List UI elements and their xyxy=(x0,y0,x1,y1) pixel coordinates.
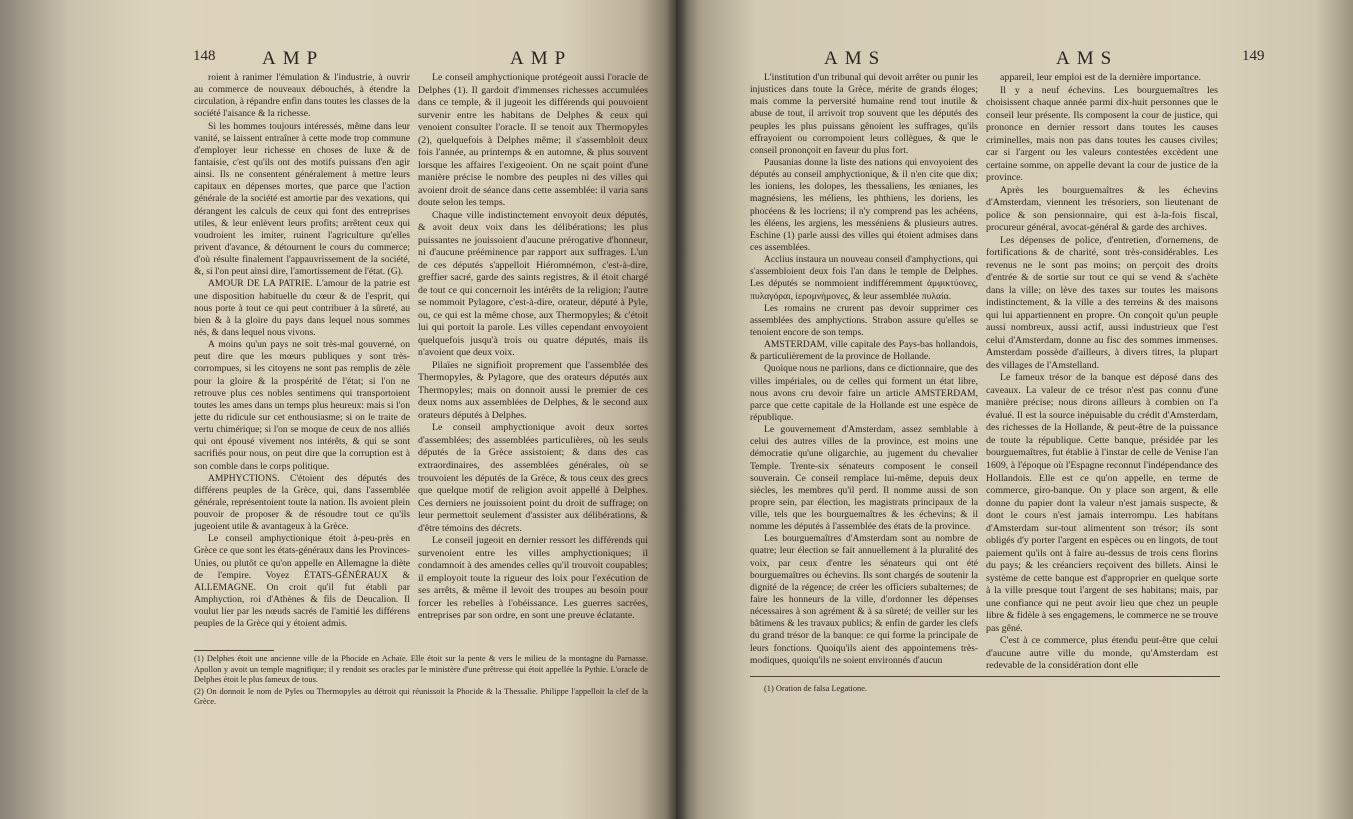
footnote: (1) Delphes étoit une ancienne ville de la Phocide en Achaïe. Elle étoit sur la pente & vers le milieu de la montagne du Parnasse. Apollon y avoit un temple magnifique; il y rendoit ses oracles par le ministère d'une prêtresse qui étoit appellée la Pythie. L'oracle de Delphes étoit le plus fameux de tous. xyxy=(194,654,648,685)
running-head: AMP xyxy=(262,48,325,69)
paragraph: Le fameux trésor de la banque est déposé dans des caveaux. La valeur de ce trésor n'est pas connu d'une manière précise; nous dirons ailleurs à combien on l'a évalué. Il est la source inépuisable du crédit d'Amsterdam, des richesses de la Hollande, & peut-être de la puissance de toute la république. Cette banque, présidée par les bourguemaîtres, fut établie à l'instar de celle de Venise l'an 1609, à l'époque où l'Espagne reconnut l'indépendance des Hollandois. Elle est ce qu'on appelle, en terme de commerce, giro-banque. On y place son argent, & elle donne du papier dont la valeur n'est jamais suspecte, & dont le cours n'est jamais interrompu. Les habitans d'Amsterdam sur-tout alimentent son trésor; ils sont obligés d'y porter l'argent en espèces ou en lingots, de tout paiement qu'ils ont à faire au-dessus de trois cens florins du pays; & les créanciers reçoivent des billets. Ainsi le système de cette banque est d'approprier en quelque sorte à la ville presque tout l'argent de ses habitans; mais, par une confiance qui ne peut avoir lieu que chez un peuple libre & fidèle à ses engagemens, le commerce ne se trouve pas gêné. xyxy=(986,372,1218,634)
running-head: AMP xyxy=(510,48,573,69)
paragraph: C'est à ce commerce, plus étendu peut-être que celui d'aucune autre ville du monde, qu'Amsterdam est redevable de la considération dont elle xyxy=(986,635,1218,672)
paragraph: A moins qu'un pays ne soit très-mal gouverné, on peut dire que les mœurs publiques y sont très-corrompues, si les citoyens ne sont pas remplis de zèle pour la gloire & la prospérité de l'état; si l'on ne retrouve plus ces nobles sentimens qui transportoient toutes les ames dans un temps plus heureux: mais si l'on jette du ridicule sur cet enthousiasme; si on le traite de vertu chimérique; si l'on se moque de ceux de nos alliés qui ont épousé vivement nos intérêts, & qui se sont sacrifiés pour nous, on peut dire que la corruption est à son comble dans le corps politique. xyxy=(194,339,410,472)
paragraph: Le conseil amphyctionique avoit deux sortes d'assemblées; des assemblées particulières, où les seuls députés de la Grèce assistoient; & dans des cas extraordinaires, des assemblées générales, où se trouvoient les députés de la Grèce, & tous ceux des grecs que quelque motif de religion avoit appellé à Delphes. Ces derniers ne jouissoient point du droit de suffrage; on leur permettoit seulement d'assister aux délibérations, & d'être témoins des décrets. xyxy=(418,422,648,534)
paragraph: Pilaïes ne signifioit proprement que l'assemblée des Thermopyles, & Pylagore, que des orateurs députés aux Thermopyles; mais on donnoit aussi le premier de ces deux noms aux assemblées de Delphes, & le second aux orateurs députés à Delphes. xyxy=(418,359,648,421)
page-number: 149 xyxy=(1242,48,1265,64)
paragraph: Si les hommes toujours intéressés, même dans leur vanité, se laissent entraîner à cette mode trop commune d'employer leur richesse en choses de luxe & de fantaisie, c'est qu'ils ont des motifs puissans d'en agir ainsi. Ils ne consentent généralement à mettre leurs capitaux en dépenses mortes, que parce que l'action générale de la société est amortie par des vexations, qui dérangent les calculs de ceux qui font des entreprises utiles, & leur enlèvent leurs profits; arrêtent ceux qui voudroient les imiter, ruinent l'agriculture qu'elles privent d'avance, & détournent le cours du commerce; d'où résulte finalement l'appauvrissement de la société, &, si l'on peut ainsi dire, l'amortissement de l'état. (G). xyxy=(194,120,410,278)
footnote-rule xyxy=(750,676,1220,677)
paragraph: AMOUR DE LA PATRIE. L'amour de la patrie est une disposition habituelle du cœur & de l'esprit, qui nous porte à tout ce qui peut contribuer à la sûreté, au bien & à la gloire du pays dans lequel nous sommes nés, & dans lequel nous vivons. xyxy=(194,278,410,338)
paragraph: Les bourguemaîtres d'Amsterdam sont au nombre de quatre; leur élection se fait annuellement à la pluralité des voix, par ceux d'entre les sénateurs qui ont été bourguemaîtres ou échevins. Ils sont chargés de soutenir la dignité de la régence; de créer les officiers subalternes; de faire les honneurs de la ville, d'ordonner les dépenses nécessaires à son agrément & à sa sûreté; de veiller sur les bâtimens & les travaux publics; & enfin de garder les clefs du grand trésor de la banque: ce qui forme la principale de leurs fonctions. Quoiqu'ils aient des appointemens très-modiques, quoiqu'ils ne soient environnés d'aucun xyxy=(750,533,978,666)
page-number: 148 xyxy=(193,48,216,64)
footnote-rule xyxy=(194,650,274,651)
paragraph: AMSTERDAM, ville capitale des Pays-bas hollandois, & particulièrement de la province de Hollande. xyxy=(750,339,978,363)
paragraph: Le gouvernement d'Amsterdam, assez semblable à celui des autres villes de la province, est moins une démocratie qu'une oligarchie, au jugement du chevalier Temple. Trente-six sénateurs composent le conseil souverain. Ce conseil remplace lui-même, depuis deux siècles, les membres qu'il perd. Il nomme aussi de son propre sein, par élection, les magistrats principaux de la ville, tels que les bourguemaîtres & les échevins; & il nomme les députés à l'assemblée des états de la province. xyxy=(750,424,978,533)
paragraph: Les dépenses de police, d'entretien, d'ornemens, de fortifications & de charité, sont très-considérables. Les revenus ne le sont pas moins; on perçoit des droits d'entrée & de sortie sur tout ce qui se vend & s'achète dans la ville; on lève des taxes sur toutes les maisons indistinctement, & la ville a des terreins & des maisons qui lui appartiennent en propre. On conçoit qu'un peuple aussi nombreux, aussi actif, aussi industrieux que l'est celui d'Amsterdam, donne au fisc des sommes immenses. Amsterdam possède d'ailleurs, à divers titres, la plupart des villages de l'Amstelland. xyxy=(986,234,1218,371)
paragraph: Acclius instaura un nouveau conseil d'amphyctions, qui s'assembloient deux fois l'an dans le temple de Delphes. Les députés se nommoient indifféremment ἀμφικτύονες, πυλαγόραι, ἱερομνήμονες, & leur assemblée πυλαία. xyxy=(750,254,978,302)
text-column-2 xyxy=(986,72,1218,672)
paragraph: Les romains ne crurent pas devoir supprimer ces assemblées des amphyctions. Strabon assure qu'elles se tenoient encore de son temps. xyxy=(750,302,978,338)
paragraph: Après les bourguemaîtres & les échevins d'Amsterdam, viennent les trésoriers, son lieutenant de police & son pensionnaire, qui est à-la-fois fiscal, procureur général, avocat-général & garde des archives. xyxy=(986,184,1218,234)
right-page xyxy=(676,0,1353,819)
left-page xyxy=(0,0,676,819)
footnote: (1) Oration de falsa Legatione. xyxy=(764,684,868,693)
paragraph: Le conseil amphyctionique étoit à-peu-près en Grèce ce que sont les états-généraux dans les Provinces-Unies, ou plutôt ce qu'on appelle en Allemagne la diète de l'empire. Voyez ÉTATS-GÉNÉRAUX & ALLEMAGNE. On croit qu'il fut établi par Amphyction, roi d'Athènes & fils de Deucalion. Il voulut lier par les nœuds sacrés de l'amitié les différens peuples de la Grèce qui y étoient admis. xyxy=(194,533,410,630)
paragraph: AMPHYCTIONS. C'étoient des députés des différens peuples de la Grèce, qui, dans l'assemblée générale, représentoient toute la nation. Ils avoient plein pouvoir de proposer & de résoudre tout ce qu'ils jugeoient utile & avantageux à la Grèce. xyxy=(194,472,410,533)
paragraph: Le conseil jugeoit en dernier ressort les différends qui survenoient entre les villes amphyctioniques; il condamnoit à des amendes celles qu'il trouvoit coupables; il employoit toute la rigueur des loix pour l'exécution de ses arrêts, & même il levoit des troupes au besoin pour forcer les rebelles à l'obéissance. Les guerres sacrées, entreprises par son ordre, en sont une preuve éclatante. xyxy=(418,535,648,622)
text-column-2 xyxy=(418,72,648,638)
paragraph: roient à ranimer l'émulation & l'industrie, à ouvrir au commerce de nouveaux débouchés, à étendre la circulation, à répandre enfin dans toutes les classes de la société l'aisance & la richesse. xyxy=(194,72,410,120)
running-head: AMS xyxy=(1056,48,1119,69)
paragraph: L'institution d'un tribunal qui devoit arrêter ou punir les injustices dans toute la Grèce, mérite de grands éloges; mais comme la perversité humaine rend tout inutile & abuse de tout, il arrivoit trop souvent que les députés des peuples les plus puissans gênoient les suffrages, qu'ils effrayoient ou corrompoient leurs collègues, & que le conseil prononçoit en faveur du plus fort. xyxy=(750,72,978,156)
footnote: (2) On donnoit le nom de Pyles ou Thermopyles au détroit qui réunissoit la Phocide & la Thessalie. Philippe l'appelloit la clef de la Grèce. xyxy=(194,686,648,707)
text-column-1 xyxy=(194,72,410,638)
paragraph: Il y a neuf échevins. Les bourguemaîtres les choisissent chaque année parmi dix-huit personnes que le conseil leur présente. Ils composent la cour de justice, qui prononce en dernier ressort dans toutes les causes criminelles, mais non pas dans toutes les causes civiles; car si l'argent ou les valeurs contestées excèdent une certaine somme, on appelle devant la cour de justice de la province. xyxy=(986,84,1218,184)
text-column-1 xyxy=(750,72,978,672)
paragraph: appareil, leur emploi est de la dernière importance. xyxy=(1000,72,1201,83)
book-gutter xyxy=(666,0,688,819)
paragraph: Pausanias donne la liste des nations qui envoyoient des députés au conseil amphyctionique, & il n'en cite que dix; les ioniens, les dolopes, les thessaliens, les œnianes, les magnésiens, les méliens, les phthiens, les doriens, les phocéens & les locriens; il n'y comprend pas les achéens, les éléens, les argiens, les messéniens & plusieurs autres. Eschine (1) parle aussi des villes qui étoient admises dans ces assemblées. xyxy=(750,156,978,253)
running-head: AMS xyxy=(824,48,887,69)
paragraph: Quoique nous ne parlions, dans ce dictionnaire, que des villes impériales, ou de celles qui forment un état libre, nous avons cru devoir faire un article AMSTERDAM, parce que cette capitale de la Hollande est une espèce de république. xyxy=(750,363,978,423)
paragraph: Chaque ville indistinctement envoyoit deux députés, & avoit deux voix dans les délibérations; les plus puissantes ne jouissoient d'aucune prérogative d'honneur, ni d'aucune prééminence par rapport aux suffrages. L'un de ces députés s'appelloit Hiéromnémon, c'est-à-dire, greffier sacré, garde des saints registres, & il étoit chargé de tout ce qui concernoit les intérêts de la religion; l'autre se nommoit Pylagore, c'est-à-dire, orateur, député à Pyle, ou, ce qui est la même chose, aux Thermopyles; & c'étoit lui qui portoit la parole. Les villes cependant envoyoient quelquefois jusqu'à trois ou quatre députés, mais ils n'avoient que deux voix. xyxy=(418,209,648,359)
footnotes xyxy=(194,654,648,714)
paragraph: Le conseil amphyctionique protégeoit aussi l'oracle de Delphes (1). Il gardoit d'immenses richesses accumulées dans ce temple, & il jugeoit les différends qui pouvoient survenir entre les habitans de Delphes & ceux qui venoient consulter l'oracle. Il se tenoit aux Thermopyles (2), quelquefois à Delphes même; il s'assembloit deux fois l'année, au printemps & en automne, & plus souvent lorsque les affaires l'exigeoient. On ne sçait point d'une manière précise le nombre des peuples ni des villes qui avoient droit de séance dans cette assemblée: il varia sans doute selon les temps. xyxy=(418,72,648,209)
